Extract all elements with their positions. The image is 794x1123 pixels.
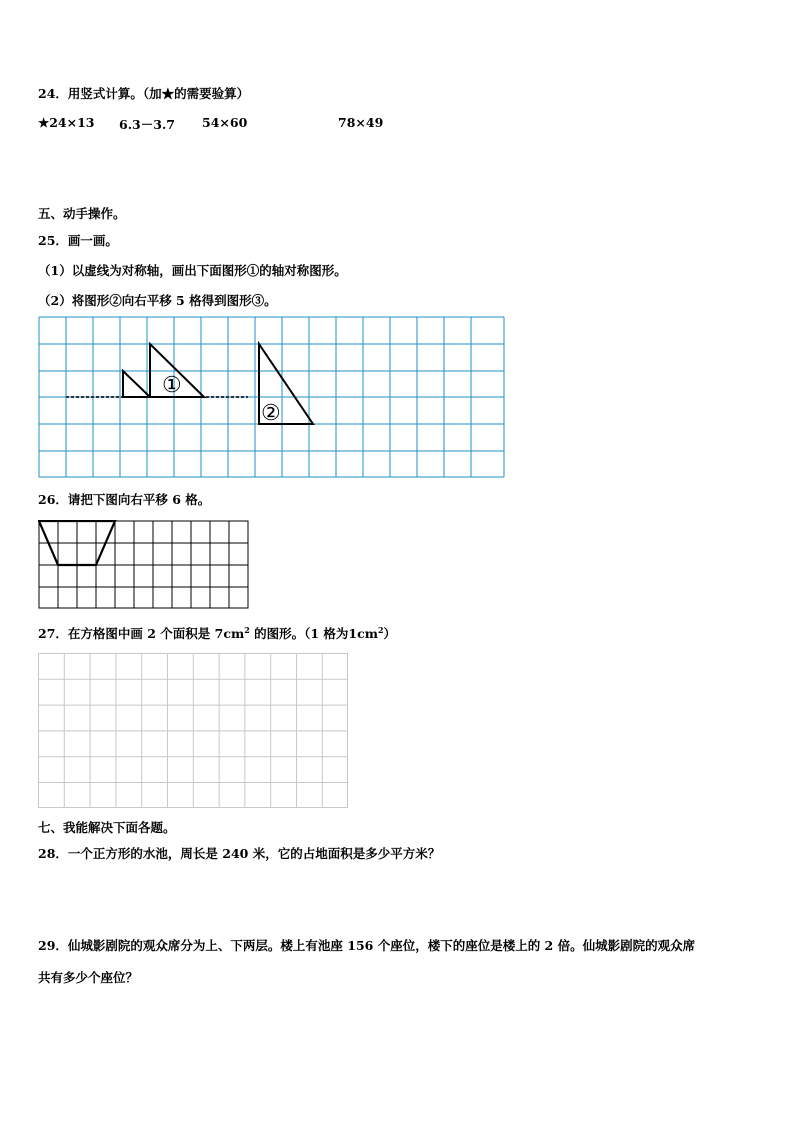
calc-item-3: 54×60	[202, 115, 248, 130]
figure-1-label: ①	[162, 373, 182, 398]
q27-title	[38, 624, 396, 642]
calc-item-1: ★24×13	[38, 115, 95, 130]
q25-sub2: （2）将图形②向右平移 5 格得到图形③。	[38, 293, 277, 308]
q27-text-a: 27．在方格图中画 2 个面积是 7cm	[38, 626, 245, 641]
figure-1-small-triangle	[123, 371, 150, 397]
q25-sub1: （1）以虚线为对称轴，画出下面图形①的轴对称图形。	[38, 263, 347, 278]
section5-heading: 五、动手操作。	[38, 206, 126, 221]
q28-text: 28．一个正方形的水池，周长是 240 米，它的占地面积是多少平方米？	[38, 846, 441, 861]
section7-heading: 七、我能解决下面各题。	[38, 820, 176, 835]
q27-text-b: 的图形。（1 格为1cm	[249, 626, 378, 641]
q29-line2: 共有多少个座位？	[38, 970, 139, 985]
q26-title: 26．请把下图向右平移 6 格。	[38, 492, 211, 507]
q27-grid	[38, 653, 349, 809]
q27-sup-a: 2	[244, 624, 250, 635]
calc-item-2: 6.3－3.7	[119, 117, 175, 132]
q25-grid-figure	[38, 316, 506, 479]
q25-title: 25．画一画。	[38, 233, 118, 248]
q27-text-c: ）	[383, 626, 397, 641]
figure-2-label: ②	[261, 401, 281, 426]
q26-grid-figure	[38, 520, 250, 610]
q29-line1: 29．仙城影剧院的观众席分为上、下两层。楼上有池座 156 个座位，楼下的座位是楼上的 2 倍。仙城影剧院的观众席	[38, 938, 696, 953]
q27-sup-b: 2	[377, 624, 384, 635]
calc-item-4: 78×49	[338, 115, 384, 130]
q24-title: 24．用竖式计算。（加★的需要验算）	[38, 86, 250, 101]
